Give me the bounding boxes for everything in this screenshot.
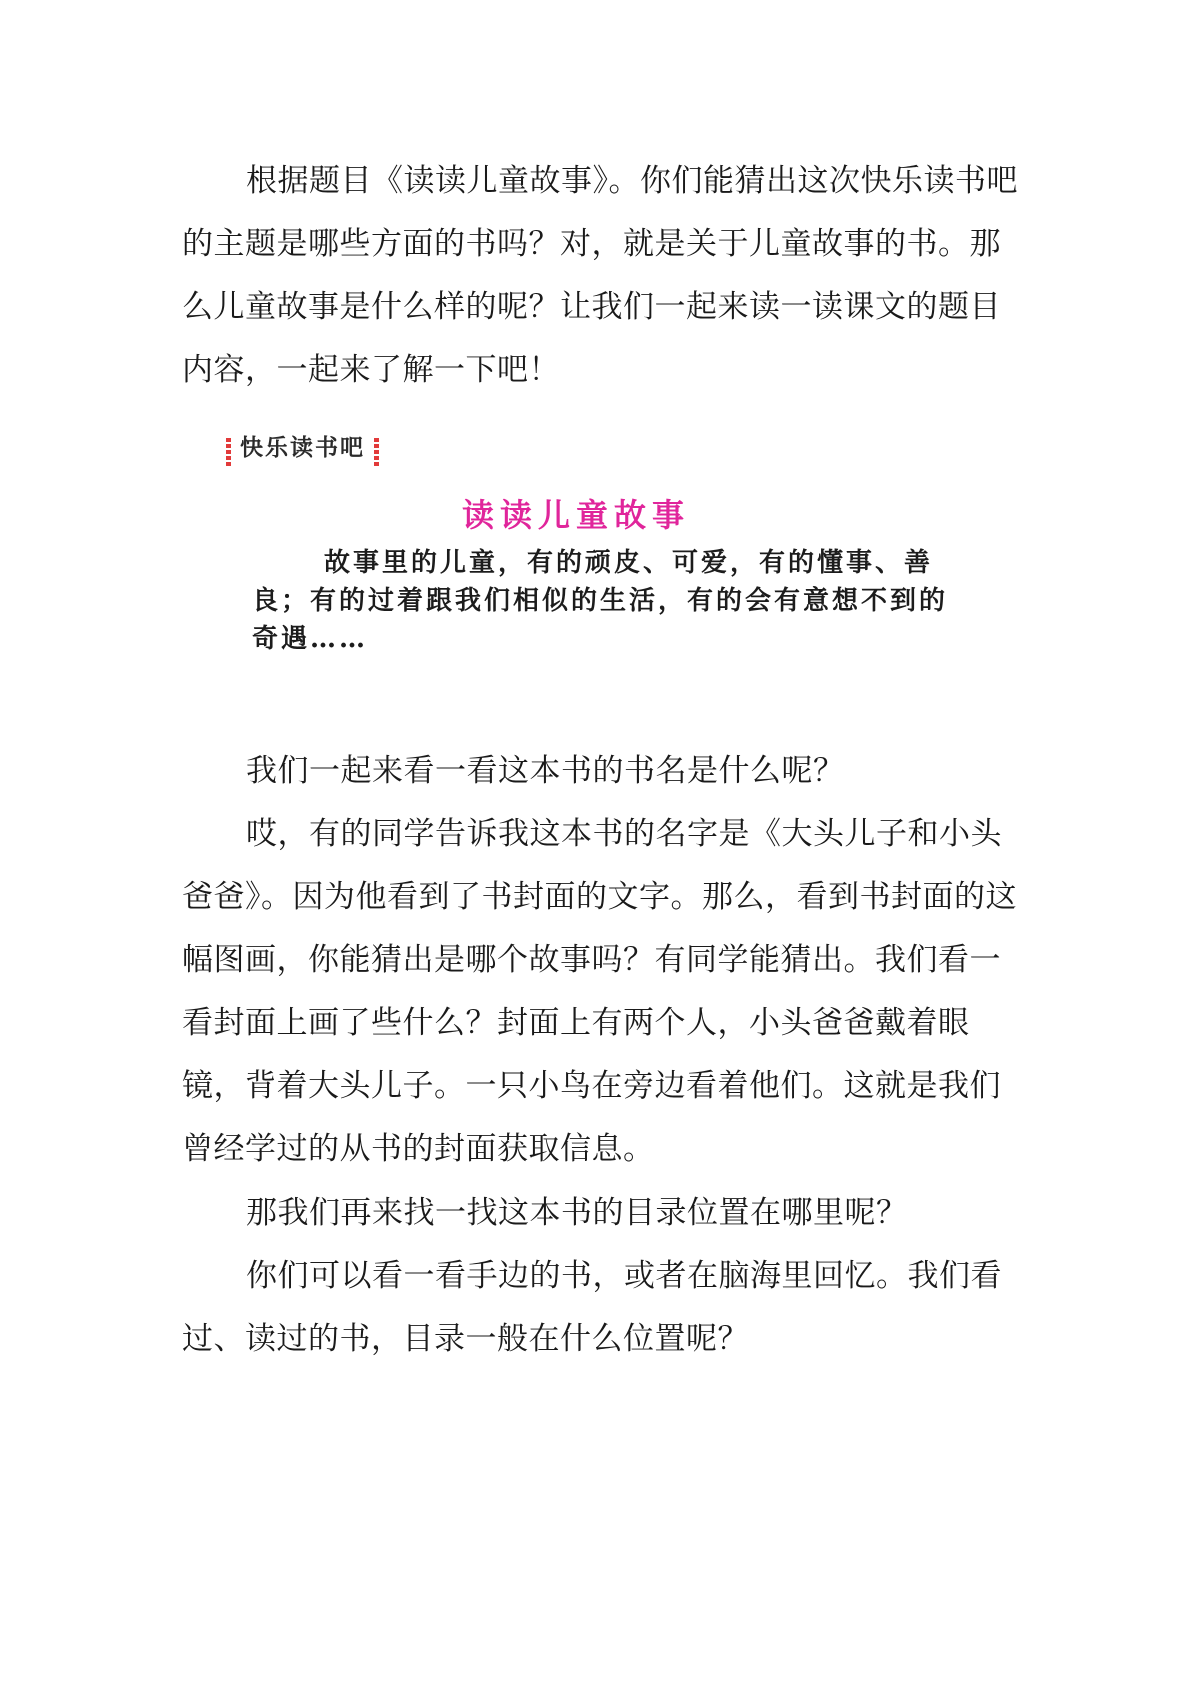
paragraph-contents-question: 那我们再来找一找这本书的目录位置在哪里呢？ <box>246 1195 908 1231</box>
textbook-excerpt-image <box>222 430 982 670</box>
paragraph-book-title-question: 我们一起来看一看这本书的书名是什么呢？ <box>246 753 845 789</box>
badge-left-bar <box>226 438 231 466</box>
badge-label: 快乐读书吧 <box>240 434 365 461</box>
excerpt-title: 读读儿童故事 <box>462 496 691 534</box>
paragraph-book-cover: 哎，有的同学告诉我这本书的名字是《大头儿子和小头爸爸》。因为他看到了书封面的文字。那么，看到书封面的这幅图画，你能猜出是哪个故事吗？有同学能猜出。我们看一看封面上画了些什么？封面上有两个人，小头爸爸戴着眼镜，背着大头儿子。一只小鸟在旁边看着他们。这就是我们曾经学过的从书的封面获取信息。 <box>182 816 1017 1167</box>
reading-bar-badge <box>226 435 379 461</box>
paragraph-contents-position: 你们可以看一看手边的书，或者在脑海里回忆。我们看过、读过的书，目录一般在什么位置呢？ <box>182 1258 1002 1357</box>
paragraph-intro: 根据题目《读读儿童故事》。你们能猜出这次快乐读书吧的主题是哪些方面的书吗？对，就是关于儿童故事的书。那么儿童故事是什么样的呢？让我们一起来读一读课文的题目内容，一起来了解一下吧！ <box>182 163 1018 388</box>
excerpt-body: 故事里的儿童，有的顽皮、可爱，有的懂事、善良；有的过着跟我们相似的生活，有的会有意想不到的奇遇…… <box>252 548 949 654</box>
badge-right-bar <box>374 438 379 466</box>
